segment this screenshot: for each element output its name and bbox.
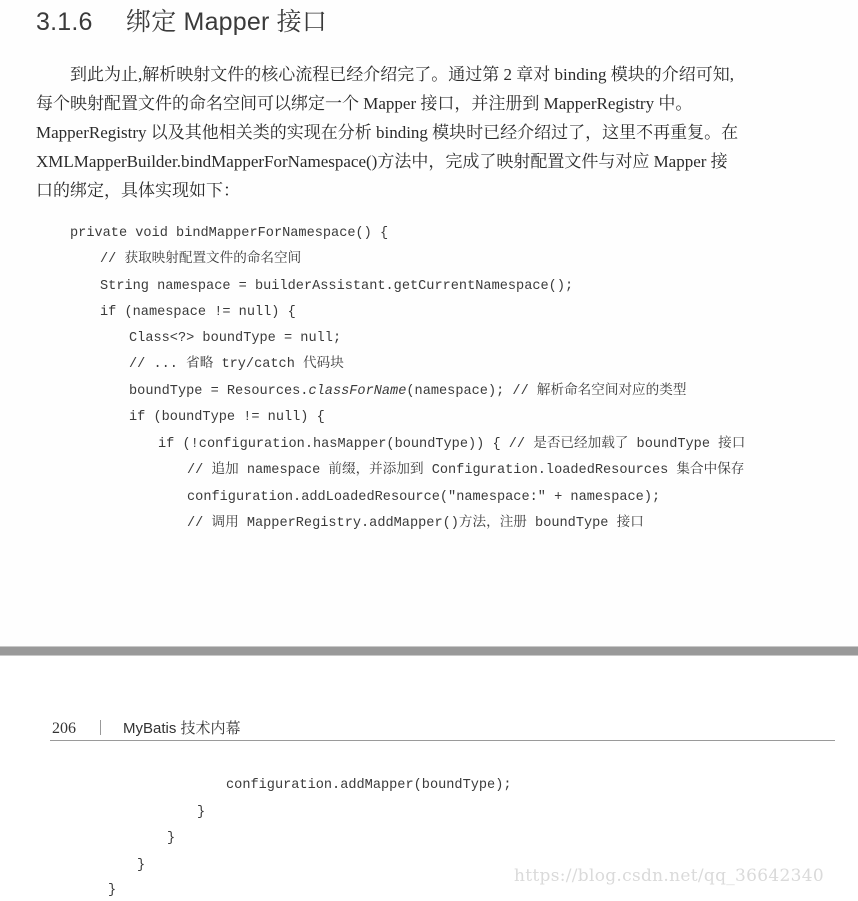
paragraph-line: 每个映射配置文件的命名空间可以绑定一个 Mapper 接口，并注册到 MapperRegistry 中。	[36, 94, 693, 113]
code-line: Class<?> boundType = null;	[129, 331, 342, 346]
code-line: configuration.addLoadedResource("namespace:" + namespace);	[187, 490, 661, 505]
code-closing-brace: }	[137, 858, 146, 873]
section-title: 绑定 Mapper 接口	[126, 8, 328, 36]
code-closing-brace: }	[167, 831, 176, 846]
watermark-url: https://blog.csdn.net/qq_36642340	[514, 866, 824, 886]
code-comment-line: // ... 省略 try/catch 代码块	[129, 357, 344, 372]
code-comment-line: // 获取映射配置文件的命名空间	[100, 252, 302, 267]
code-segment: (namespace); // 解析命名空间对应的类型	[406, 384, 687, 399]
code-segment: boundType = Resources.	[129, 384, 309, 399]
code-line	[129, 382, 686, 402]
page-separator	[0, 646, 858, 656]
code-line: if (namespace != null) {	[100, 305, 296, 320]
code-line: private void bindMapperForNamespace() {	[70, 226, 389, 241]
code-closing-brace: }	[197, 805, 206, 820]
running-head-rule	[50, 740, 835, 741]
paragraph-line: MapperRegistry 以及其他相关类的实现在分析 binding 模块时已经介绍过了，这里不再重复。在	[36, 123, 739, 142]
code-line: if (boundType != null) {	[129, 410, 325, 425]
paragraph-line: 口的绑定，具体实现如下：	[36, 181, 240, 200]
running-head-divider	[100, 720, 101, 735]
paragraph-line: XMLMapperBuilder.bindMapperForNamespace()方法中，完成了映射配置文件与对应 Mapper 接	[36, 152, 728, 171]
page-number: 206	[52, 720, 76, 737]
paragraph-line: 到此为止,解析映射文件的核心流程已经介绍完了。通过第 2 章对 binding 模块的介绍可知,	[70, 65, 734, 84]
running-head	[52, 717, 241, 738]
code-line: configuration.addMapper(boundType);	[226, 778, 512, 793]
section-heading	[36, 2, 327, 38]
section-number: 3.1.6	[36, 8, 93, 36]
body-paragraph	[36, 60, 806, 205]
book-title: MyBatis 技术内幕	[123, 720, 241, 737]
code-line: String namespace = builderAssistant.getCurrentNamespace();	[100, 279, 574, 294]
code-comment-line: // 追加 namespace 前缀，并添加到 Configuration.loadedResources 集合中保存	[187, 463, 745, 478]
code-closing-brace: }	[108, 883, 117, 898]
code-italic-method: classForName	[308, 384, 407, 399]
code-line: if (!configuration.hasMapper(boundType)) { // 是否已经加载了 boundType 接口	[158, 437, 746, 452]
code-comment-line: // 调用 MapperRegistry.addMapper()方法，注册 boundType 接口	[187, 516, 644, 531]
